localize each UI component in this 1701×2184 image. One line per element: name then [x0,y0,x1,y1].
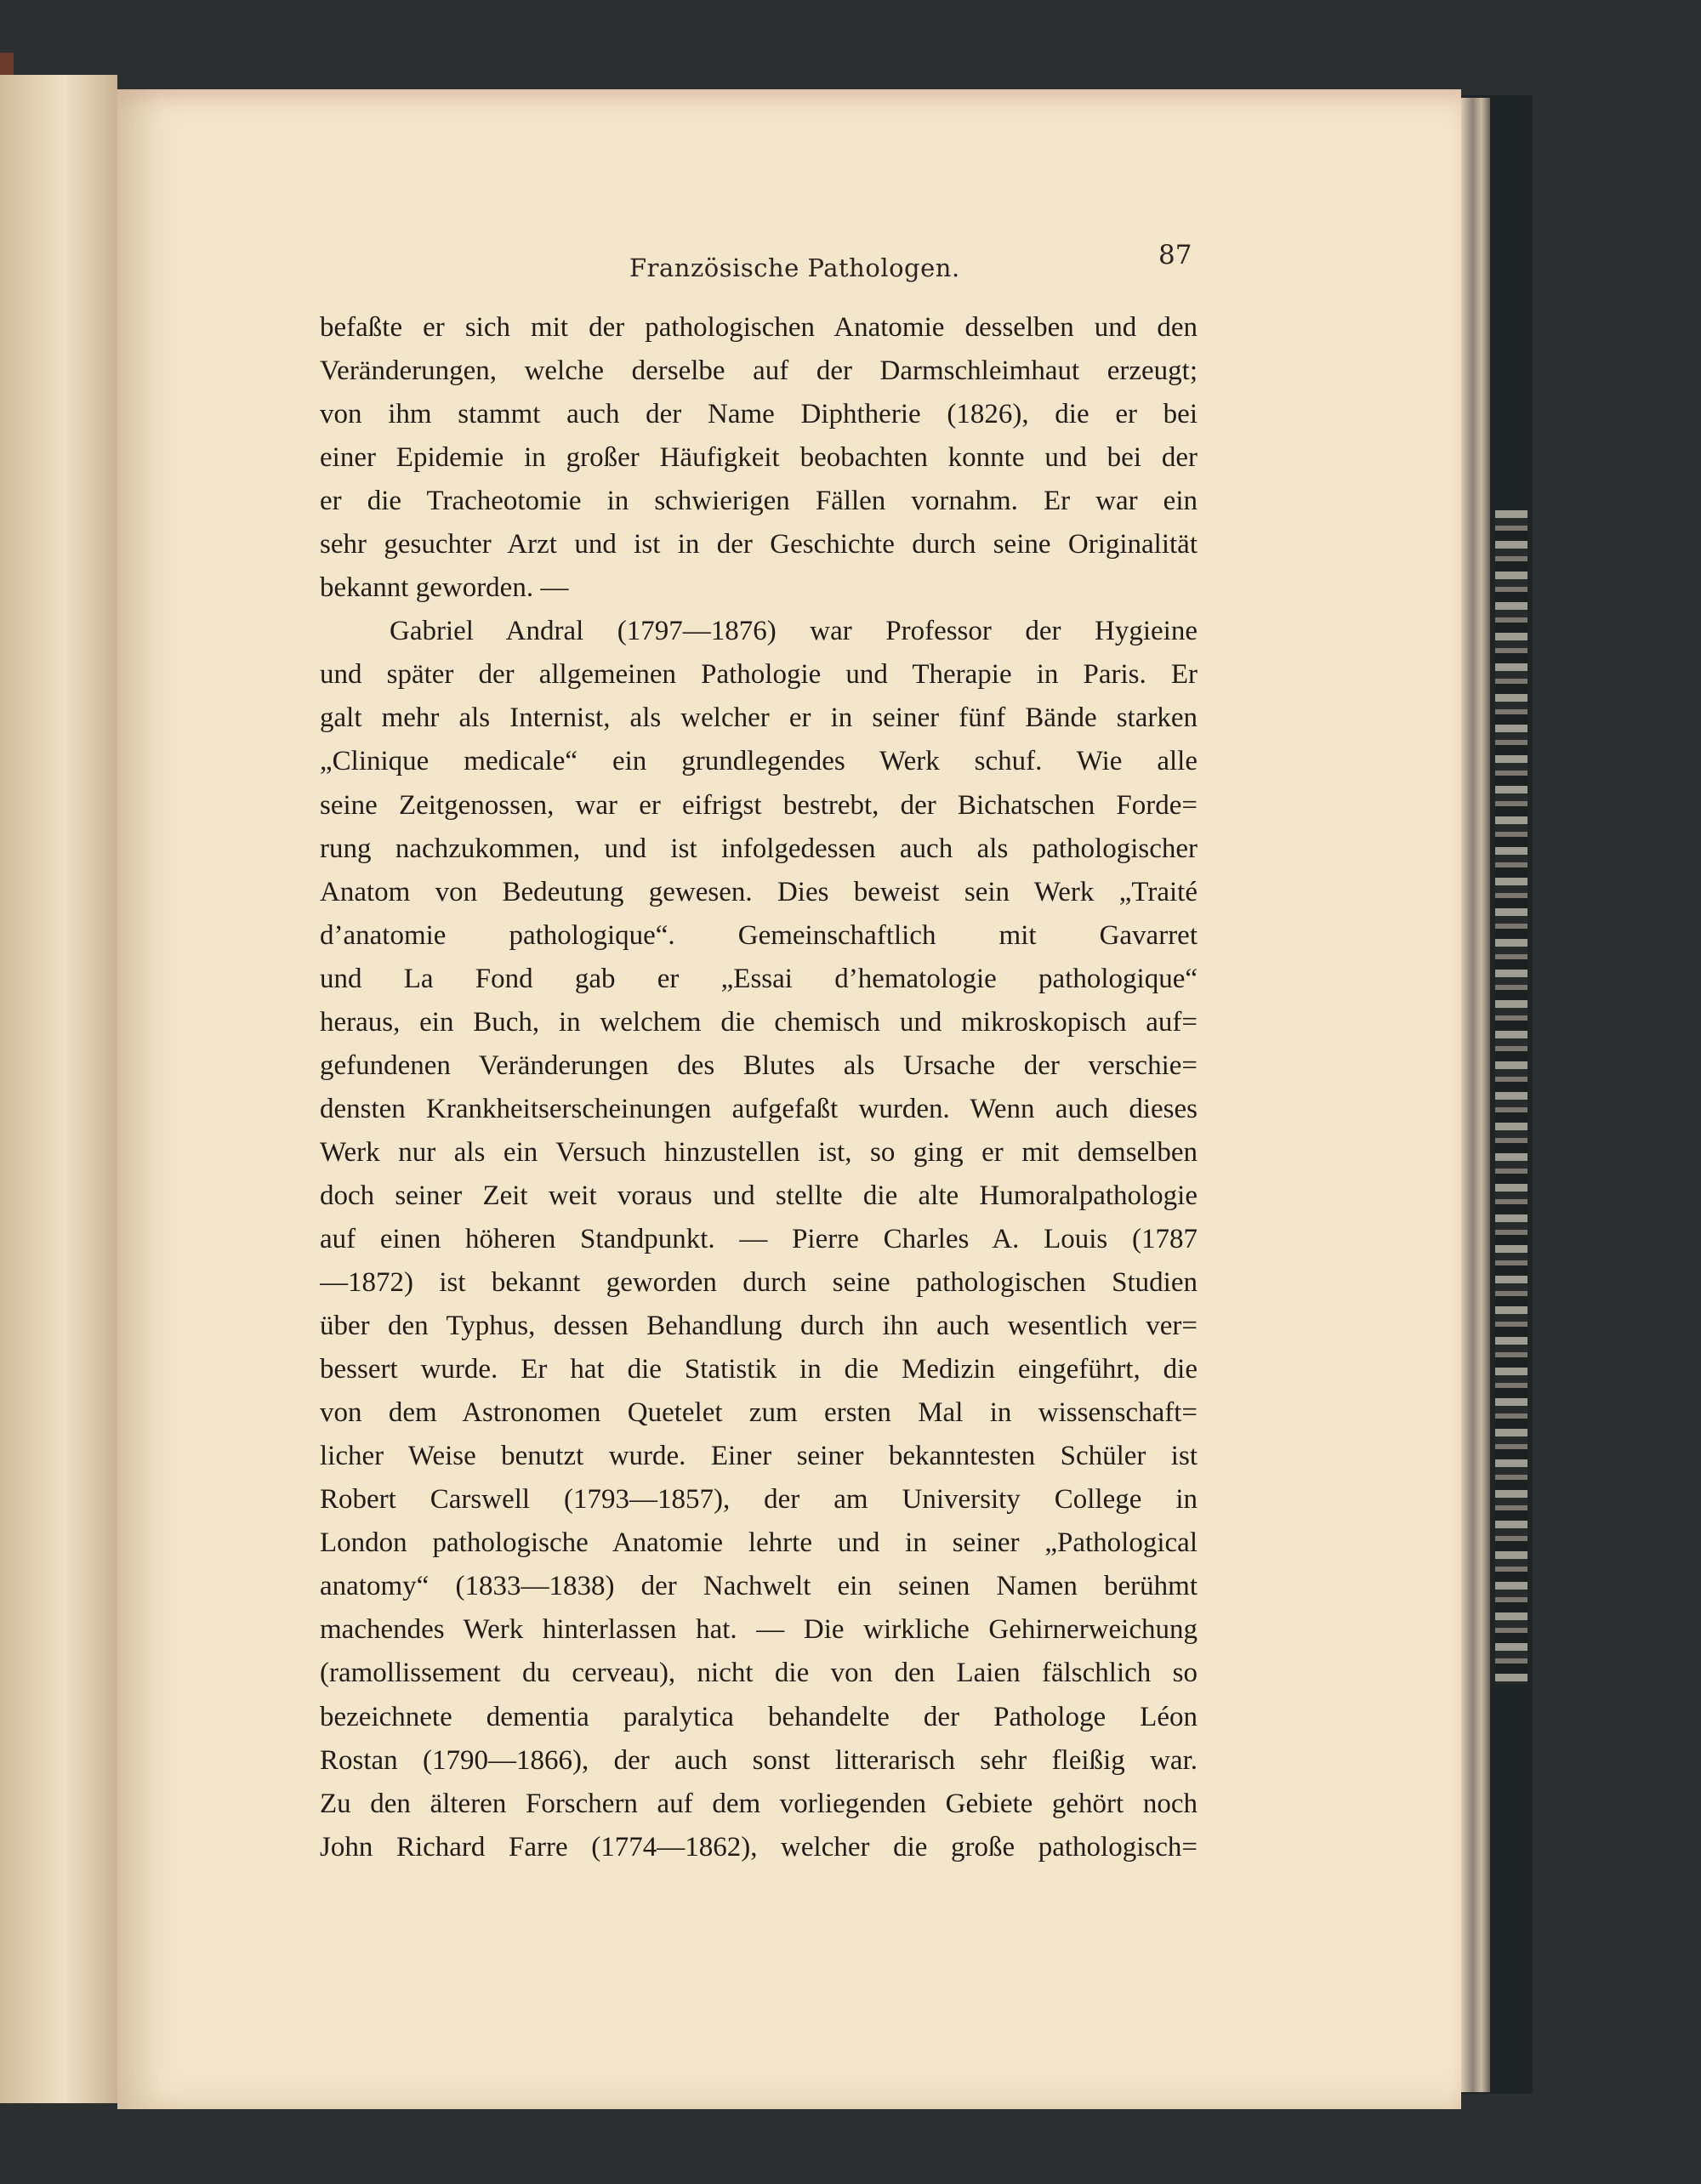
text-line: befaßte er sich mit der pathologischen Anatomie desselben und den [320,312,1198,343]
text-line: d’anatomie pathologique“. Gemeinschaftlich mit Gavarret [320,919,1198,951]
text-line: er die Tracheotomie in schwierigen Fällen vornahm. Er war ein [320,486,1198,517]
page-number: 87 [1158,240,1192,270]
text-line: über den Typhus, dessen Behandlung durch ihn auch wesentlich ver= [320,1311,1198,1342]
text-line: gefundenen Veränderungen des Blutes als Ursache der verschie= [320,1049,1198,1081]
text-line: und La Fond gab er „Essai d’hematologie pathologique“ [320,963,1198,994]
text-line: Zu den älteren Forschern auf dem vorliegenden Gebiete gehört noch [320,1788,1198,1819]
text-line: galt mehr als Internist, als welcher er in seiner fünf Bände starken [320,702,1198,734]
text-line: bekannt geworden. — [320,572,569,604]
text-line: —1872) ist bekannt geworden durch seine pathologischen Studien [320,1267,1198,1299]
text-line: einer Epidemie in großer Häufigkeit beobachten konnte und bei der [320,442,1198,474]
text-line: John Richard Farre (1774—1862), welcher die große pathologisch= [320,1831,1198,1863]
text-line: Werk nur als ein Versuch hinzustellen ist, so ging er mit demselben [320,1136,1198,1168]
text-line: bezeichnete dementia paralytica behandelte der Pathologe Léon [320,1701,1198,1732]
text-line: licher Weise benutzt wurde. Einer seiner bekanntesten Schüler ist [320,1441,1198,1472]
text-line: Anatom von Bedeutung gewesen. Dies beweist sein Werk „Traité [320,876,1198,907]
text-line: heraus, ein Buch, in welchem die chemisch und mikroskopisch auf= [320,1006,1198,1038]
spine-marbled-pattern [1495,510,1527,1684]
text-line: seine Zeitgenossen, war er eifrigst bestrebt, der Bichatschen Forde= [320,789,1198,821]
text-line: doch seiner Zeit weit voraus und stellte die alte Humoralpathologie [320,1180,1198,1211]
text-line: bessert wurde. Er hat die Statistik in die Medizin eingeführt, die [320,1354,1198,1385]
text-line: rung nachzukommen, und ist infolgedessen auch als pathologischer [320,833,1198,864]
text-line: auf einen höheren Standpunkt. — Pierre Charles A. Louis (1787 [320,1223,1198,1254]
text-line: sehr gesuchter Arzt und ist in der Geschichte durch seine Originalität [320,529,1198,560]
text-line: London pathologische Anatomie lehrte und in seiner „Pathological [320,1527,1198,1559]
page-block-edge [1461,98,1490,2092]
text-line: Veränderungen, welche derselbe auf der Darmschleimhaut erzeugt; [320,355,1198,387]
text-line: und später der allgemeinen Pathologie und Therapie in Paris. Er [320,659,1198,691]
text-line: densten Krankheitserscheinungen aufgefaßt wurden. Wenn auch dieses [320,1093,1198,1124]
running-head: Französische Pathologen. [629,253,960,282]
text-line: Rostan (1790—1866), der auch sonst litterarisch sehr fleißig war. [320,1744,1198,1776]
text-line: Robert Carswell (1793—1857), der am University College in [320,1484,1198,1516]
text-line: machendes Werk hinterlassen hat. — Die wirkliche Gehirnerweichung [320,1614,1198,1646]
text-line: (ramollissement du cerveau), nicht die von den Laien fälschlich so [320,1658,1198,1689]
text-line: „Clinique medicale“ ein grundlegendes Werk schuf. Wie alle [320,746,1198,777]
left-page [0,75,117,2103]
text-line: Gabriel Andral (1797—1876) war Professor der Hygieine [390,616,1198,647]
text-body [320,306,1198,1869]
text-line: anatomy“ (1833—1838) der Nachwelt ein seinen Namen berühmt [320,1571,1198,1602]
text-line: von ihm stammt auch der Name Diphtherie (1826), die er bei [320,399,1198,430]
text-line: von dem Astronomen Quetelet zum ersten Mal in wissenschaft= [320,1397,1198,1429]
